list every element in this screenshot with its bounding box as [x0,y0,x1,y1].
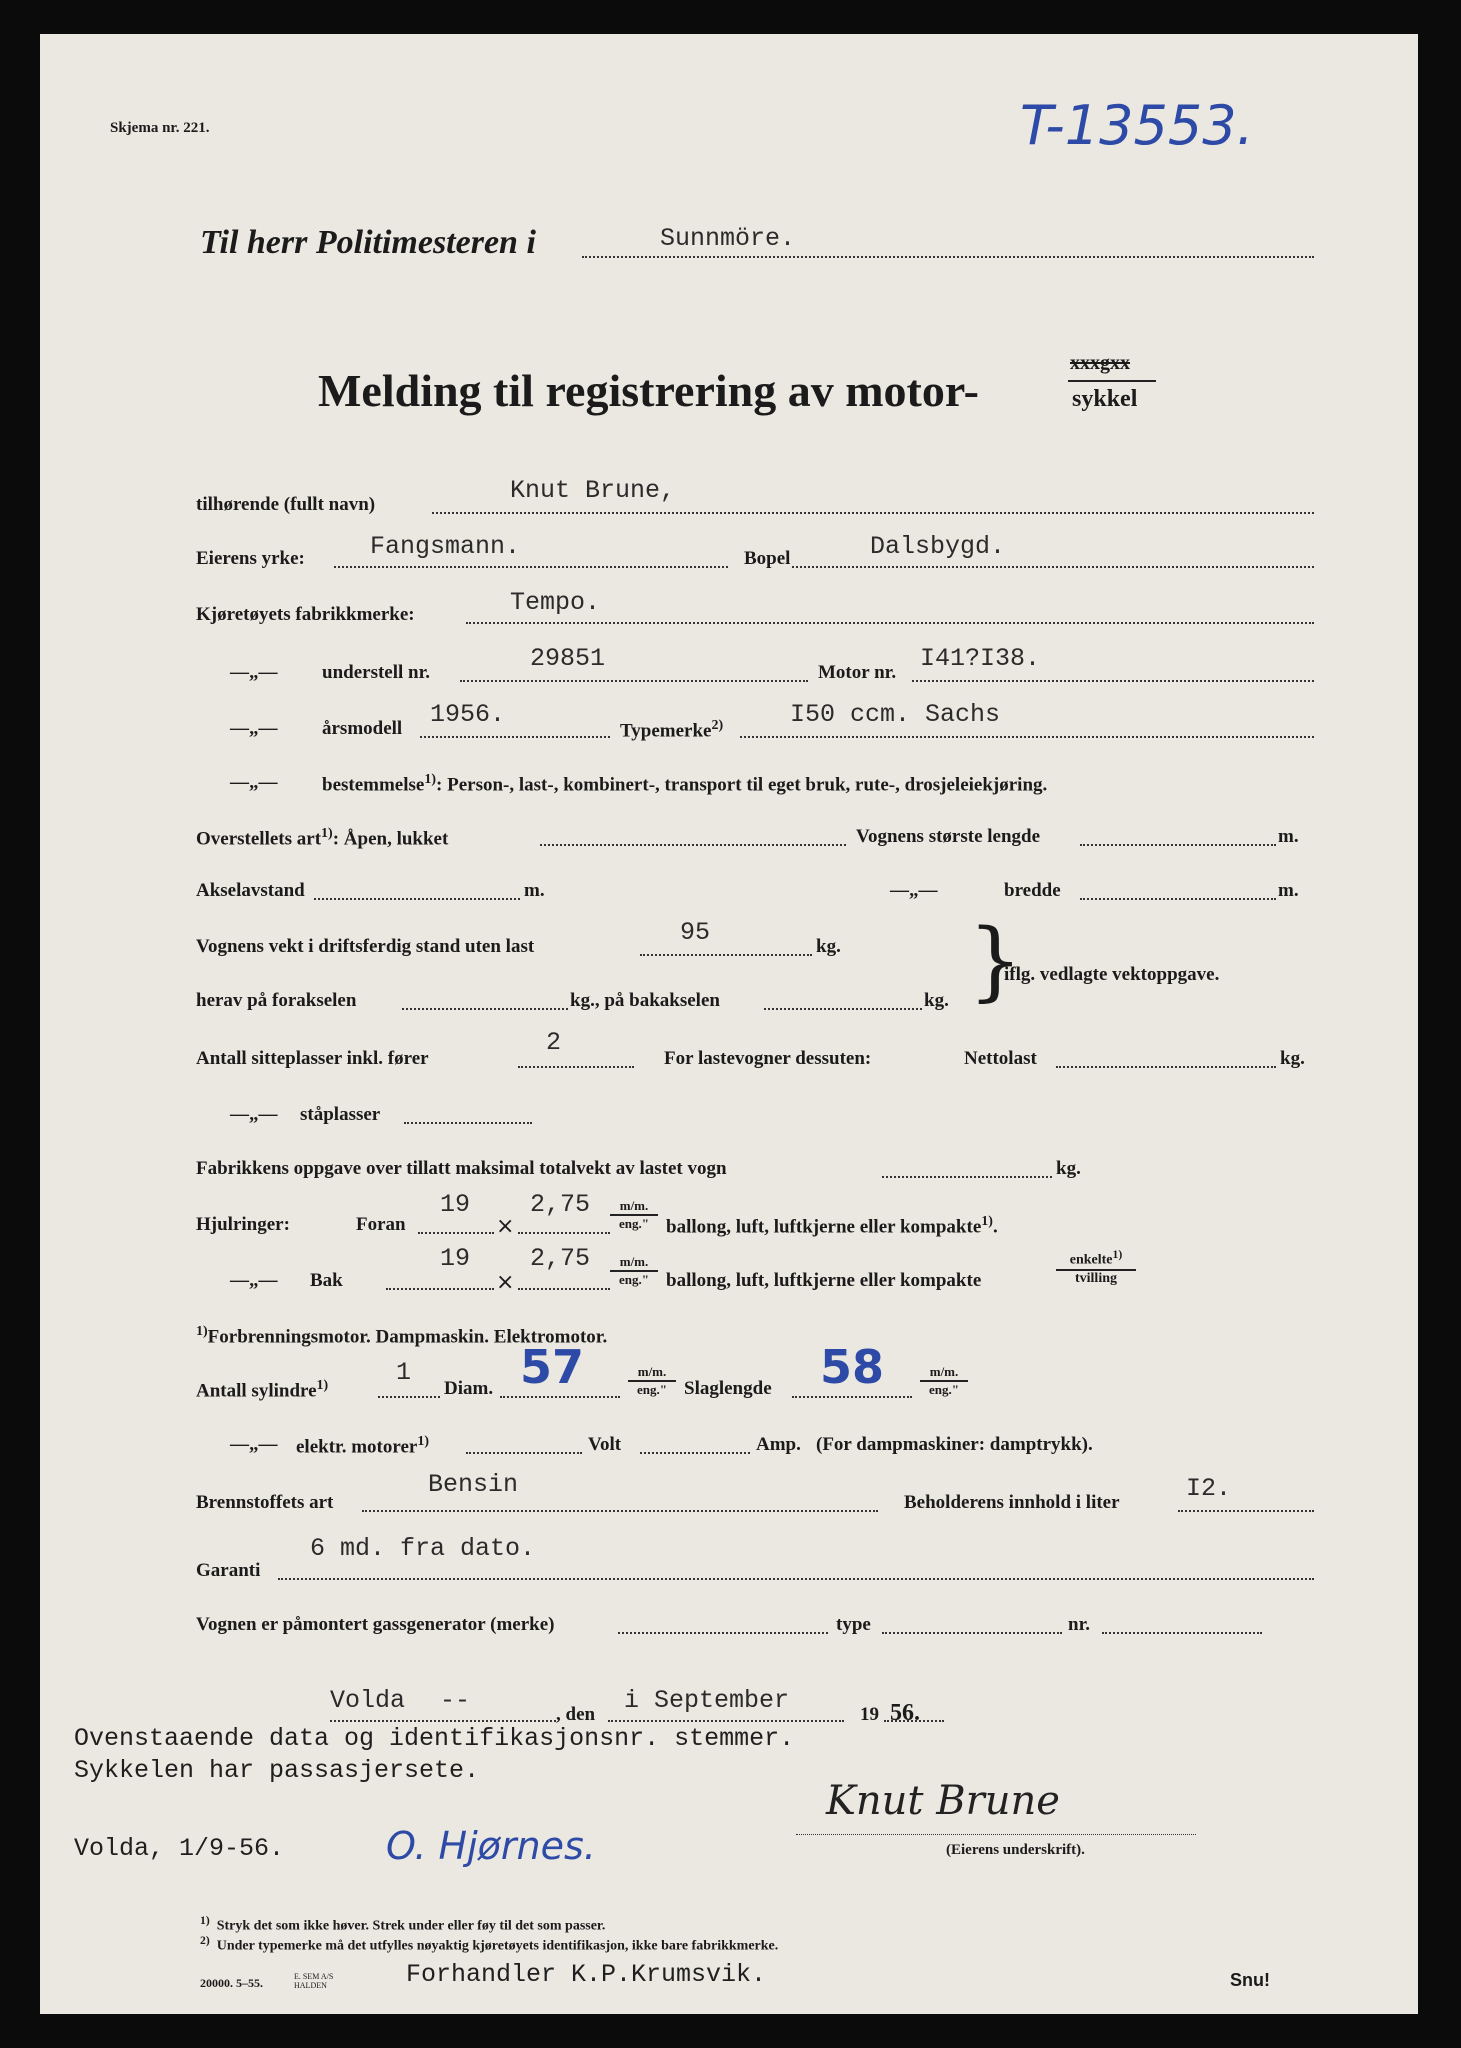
front-b-value: 2,75 [530,1190,591,1219]
volt-label: Volt [588,1434,622,1455]
single-label: enkelte [1069,1252,1113,1268]
chassis-line [460,680,808,682]
length-line [1080,844,1276,846]
rear-b-value: 2,75 [530,1244,591,1273]
rear-axle-unit: kg. [924,990,949,1011]
front-unit-top: m/m. [610,1198,658,1216]
gas-generator-label: Vognen er påmontert gassgenerator (merke) [196,1614,555,1635]
axle-distance-line [314,898,520,900]
title-option-kept: sykkel [1072,386,1138,412]
standing-label: ståplasser [300,1104,381,1125]
form-page: Skjema nr. 221. T-13553. Til herr Politimesteren i Sunnmöre. Melding til registrering av motor- xxxgxx sykkel tilhørende (fullt navn) Knut Brune, Eierens yrke: Fangsmann. Bopel Dalsbygd. Kjøretøyets fabrikkmerke: Tempo. —„— understell nr. 29851 Motor nr. I41?I38. —„— årsmodell 1956. Typemerke$^{2)}$ I50 ccm. Sachs —„— bestemmelse$^{1)}$: Person-, last-, kombinert-, transport til eget bruk, rute-, drosjeleiekjøring. Overstellets art$^{1)}$: Åpen, lukket Vognens største lengde m. Akselavstand m. —„— bredde m. Vognens vekt i driftsferdig stand uten last 95 kg. herav på forakselen kg., på bakakselen kg. } iflg. vedlagte vektoppgave. Antall sitteplasser inkl. fører 2 For lastevogner dessuten: Nettolast kg. —„— ståplasser Fabrikkens oppgave over tillatt maksimal totalvekt av lastet vogn kg. Hjulringer: Foran 19 × 2,75 m/m. eng." ballong, luft, luftkjerne eller kompakte$^{1)}$. —„— Bak 19 × 2,75 m/m. eng." ballong, luft, luftkjerne eller kompakte enkelte$^{1)}$ tvilling $^{1)}$Forbrenningsmotor. Dampmaskin. Elektromotor. Antall sylindre$^{1)}$ 1 Diam. 57 m/m. eng." Slaglengde 58 m/m. eng." —„— elektr. motorer$^{1)}$ Volt Amp. (For dampmaskiner: damptrykk). Brennstoffets art Bensin Beholderens innhold i liter I2. Garanti 6 md. fra dato. Vognen er påmontert gassgenerator (merke) type nr. Volda -- , den i September 19 56. Ovenstaaende data og identifikasjonsnr. stemmer. Sykkelen har passasjersete. Volda, 1/9-56. O. Hjørnes. Knut Brune (Eierens underskrift). $^{1)}$ Stryk det som ikke høver. Strek under eller føy til det som passer. $^{2)}$ Under typemerke må det utfylles nøyaktig kjøretøyets identifikasjon, ikke bare fabrikkmerke. 20000. 5–55. E. SEM A/S HALDEN Forhandler K.P.Krumsvik. Snu! [40,34,1418,2014]
single-twin-fraction [1056,1248,1136,1287]
rear-axle-label: kg., på bakakselen [570,990,720,1011]
amp-label: Amp. [756,1434,801,1455]
diam-unit-bottom: eng." [637,1382,667,1397]
addressee-label: Til herr Politimesteren i [200,224,536,261]
diam-unit-fraction [628,1364,676,1398]
footnote-2-text: Under typemerke må det utfylles nøyaktig kjøretøyets identifikasjon, ikke bare fabrikkmerke. [216,1938,779,1954]
owner-signature-line [796,1834,1196,1835]
den-label: , den [556,1704,596,1725]
length-unit: m. [1278,826,1299,847]
fuel-line [362,1510,878,1512]
cylinders-label: Antall sylindre [196,1380,317,1402]
front-times-icon: × [496,1214,515,1239]
motor-value: I41?I38. [920,644,1041,673]
warranty-value: 6 md. fra dato. [310,1534,536,1563]
volt-line [640,1452,750,1454]
chassis-ditto: —„— [230,662,278,683]
occupation-line [334,566,728,568]
statement-place-date: Volda, 1/9-56. [74,1834,285,1863]
body-type-line [540,844,846,846]
front-axle-label: herav på forakselen [196,990,357,1011]
owner-signature: Knut Brune [826,1778,1060,1824]
net-load-unit: kg. [1280,1048,1305,1069]
weight-brace: } [968,911,1023,1011]
warranty-label: Garanti [196,1560,261,1581]
front-wheel-types: ballong, luft, luftkjerne eller kompakte [666,1216,982,1238]
place-line [330,1720,556,1722]
cargo-label: For lastevogner dessuten: [664,1048,872,1069]
front-a-value: 19 [440,1190,471,1219]
type-mark-value: I50 ccm. Sachs [790,700,1001,729]
cylinders-sup: 1) [316,1378,329,1393]
dealer-signature: O. Hjørnes. [386,1824,596,1868]
purpose-sup: 1) [424,772,437,787]
weight-value: 95 [680,918,711,947]
owner-line [432,512,1314,514]
tank-line [1178,1510,1314,1512]
rear-axle-line [764,1008,922,1010]
gas-type-line [882,1632,1062,1634]
model-year-ditto: —„— [230,718,278,739]
cylinders-value: 1 [396,1358,412,1387]
form-title: Melding til registrering av motor- [318,365,979,416]
standing-line [404,1122,532,1124]
footnote-1-text: Stryk det som ikke høver. Strek under eller føy til det som passer. [216,1918,606,1934]
steam-label: (For dampmaskiner: damptrykk). [816,1434,1093,1455]
diam-label: Diam. [444,1378,494,1399]
rear-times-icon: × [496,1270,515,1295]
seats-line [518,1066,634,1068]
front-unit-fraction [610,1198,658,1232]
width-ditto: —„— [890,880,938,901]
stroke-value: 58 [820,1340,885,1394]
diam-line [500,1396,620,1398]
model-year-label: årsmodell [322,718,403,739]
rear-b-line [518,1288,610,1290]
year-value: 56. [890,1700,920,1726]
width-line [1080,898,1276,900]
front-wheel-sup: 1) [981,1214,993,1229]
make-value: Tempo. [510,588,601,617]
date-line [608,1720,844,1722]
seats-label: Antall sitteplasser inkl. fører [196,1048,429,1069]
rear-a-line [386,1288,494,1290]
occupation-label: Eierens yrke: [196,548,305,569]
rear-ditto: —„— [230,1270,278,1291]
model-year-value: 1956. [430,700,506,729]
twin-label: tvilling [1074,1270,1117,1286]
weight-unit: kg. [816,936,841,957]
purpose-label: bestemmelse [322,774,425,796]
weight-line [640,954,812,956]
statement-line-1: Ovenstaaende data og identifikasjonsnr. stemmer. [74,1724,795,1753]
fuel-label: Brennstoffets art [196,1492,334,1513]
residence-label: Bopel [744,548,791,569]
type-mark-line [740,736,1314,738]
electric-label: elektr. motorer [296,1436,418,1458]
axle-distance-label: Akselavstand [196,880,305,901]
addressee-value: Sunnmöre. [660,224,796,253]
chassis-value: 29851 [530,644,606,673]
axle-distance-unit: m. [524,880,545,901]
motor-label: Motor nr. [818,662,897,683]
front-unit-bottom: eng." [619,1216,649,1231]
max-weight-label: Fabrikkens oppgave over tillatt maksimal totalvekt av lastet vogn [196,1158,727,1179]
max-weight-line [882,1176,1052,1178]
front-a-line [418,1232,494,1234]
net-load-label: Nettolast [964,1048,1037,1069]
engine-types: Forbrenningsmotor. Dampmaskin. Elektromotor. [207,1326,608,1348]
warranty-line [278,1578,1314,1580]
rear-wheel-types: ballong, luft, luftkjerne eller kompakte [666,1270,982,1291]
owner-label: tilhørende (fullt navn) [196,494,376,515]
print-code: 20000. 5–55. [200,1976,263,1990]
max-weight-unit: kg. [1056,1158,1081,1179]
form-code: Skjema nr. 221. [110,120,210,136]
front-b-line [518,1232,610,1234]
standing-ditto: —„— [230,1104,278,1125]
electric-ditto: —„— [230,1434,278,1455]
gas-type-label: type [836,1614,871,1635]
addressee-line [582,256,1314,258]
model-year-line [420,736,610,738]
turn-over-note: Snu! [1230,1970,1270,1990]
gas-nr-label: nr. [1068,1614,1091,1635]
rear-unit-bottom: eng." [619,1272,649,1287]
type-mark-label: Typemerke [620,720,712,742]
weight-label: Vognens vekt i driftsferdig stand uten last [196,936,535,957]
title-option-divider [1068,380,1156,382]
stroke-label: Slaglengde [684,1378,772,1399]
cylinders-line [378,1396,440,1398]
width-label: bredde [1004,880,1061,901]
electric-sup: 1) [417,1434,430,1449]
footnote-2-mark: 2) [200,1934,210,1947]
body-type-label: Overstellets art [196,828,322,850]
tank-label: Beholderens innhold i liter [904,1492,1120,1513]
owner-value: Knut Brune, [510,476,676,505]
owner-signature-caption: (Eierens underskrift). [946,1842,1085,1858]
title-option-struck: xxxgxx [1070,352,1130,374]
rear-unit-fraction [610,1254,658,1288]
seats-value: 2 [546,1028,562,1057]
rear-unit-top: m/m. [610,1254,658,1272]
tank-value: I2. [1186,1474,1232,1503]
body-type-options: : Åpen, lukket [332,828,449,850]
motor-line [912,680,1314,682]
dealer-name: Forhandler K.P.Krumsvik. [406,1960,767,1989]
fuel-value: Bensin [428,1470,519,1499]
wheels-rear-label: Bak [310,1270,343,1291]
stroke-unit-top: m/m. [920,1364,968,1382]
place-dash: -- [440,1686,471,1715]
type-mark-sup: 2) [711,718,724,733]
front-axle-line [402,1008,568,1010]
stroke-line [792,1396,912,1398]
net-load-line [1056,1066,1276,1068]
body-type-sup: 1) [321,826,333,841]
reference-number: T-13553. [1020,94,1254,157]
footnote-1-mark: 1) [200,1914,210,1927]
purpose-options: : Person-, last-, kombinert-, transport til eget bruk, rute-, drosjeleiekjøring. [436,774,1048,796]
printer-mark: E. SEM A/S HALDEN [294,1972,334,1990]
wheels-front-label: Foran [356,1214,406,1235]
stroke-unit-bottom: eng." [929,1382,959,1397]
stroke-unit-fraction [920,1364,968,1398]
single-sup: 1) [1112,1248,1123,1261]
diam-value: 57 [520,1340,585,1394]
residence-line [792,566,1314,568]
residence-value: Dalsbygd. [870,532,1006,561]
electric-line [466,1452,582,1454]
width-unit: m. [1278,880,1299,901]
gas-nr-line [1102,1632,1262,1634]
diam-unit-top: m/m. [628,1364,676,1382]
date-value: i September [624,1686,790,1715]
weight-note: iflg. vedlagte vektoppgave. [1004,964,1220,985]
occupation-value: Fangsmann. [370,532,521,561]
engine-types-sup: 1) [196,1324,208,1339]
make-label: Kjøretøyets fabrikkmerke: [196,604,415,625]
rear-a-value: 19 [440,1244,471,1273]
purpose-ditto: —„— [230,772,278,793]
length-label: Vognens største lengde [856,826,1041,847]
gas-generator-line [618,1632,828,1634]
year-prefix: 19 [860,1704,879,1725]
make-line [466,622,1314,624]
wheels-label: Hjulringer: [196,1214,290,1235]
statement-line-2: Sykkelen har passasjersete. [74,1756,480,1785]
place-value: Volda [330,1686,406,1715]
chassis-label: understell nr. [322,662,431,683]
